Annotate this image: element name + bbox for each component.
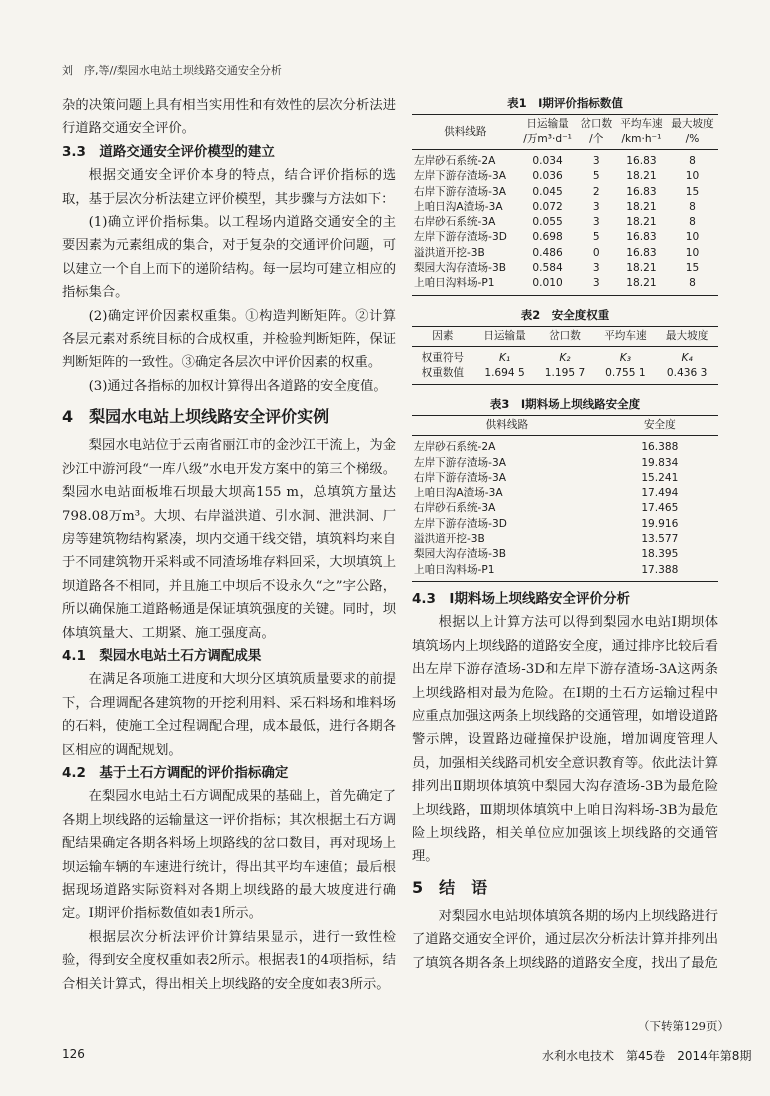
table-cell: 0.698 xyxy=(532,231,563,244)
page-number: 126 xyxy=(62,1047,85,1061)
table-cell: 溢洪道开挖-3B xyxy=(414,246,485,259)
table-row xyxy=(412,246,718,261)
table-cell: 3 xyxy=(592,155,600,167)
table-cell: 梨园大沟存渣场-3B xyxy=(414,548,506,561)
table-cell: 0.036 xyxy=(532,170,563,183)
table-header: 供料线路 xyxy=(485,419,529,432)
table-cell: 5 xyxy=(592,231,600,244)
table-row xyxy=(412,200,718,215)
table-cell: 3 xyxy=(592,200,600,213)
table-cell: 16.388 xyxy=(641,441,679,454)
table-cell: 上咱日沟A渣场-3A xyxy=(414,487,503,500)
table-cell: 19.834 xyxy=(641,456,679,469)
table-row xyxy=(412,486,718,501)
table-cell: 0.055 xyxy=(532,216,563,229)
table-cell: 10 xyxy=(685,170,700,183)
table-row xyxy=(412,185,718,200)
table-cell: 0.486 xyxy=(532,246,563,259)
table-cell: 8 xyxy=(689,277,696,290)
table-row xyxy=(412,471,718,486)
paragraph: 梨园水电站位于云南省丽江市的金沙江干流上，为金沙江中游河段“一库八级”水电开发方案中的第三个梯级。梨园水电站面板堆石坝最大坝高155 m，总填筑方量达798.08万m³。大坝、右岸溢洪道、引水洞、泄洪洞、厂房等建筑物结构紧凑，坝内交通干线交错，填筑料均来自于不同建筑物开采料或不同渣场堆存料回采，大坝填筑上坝道路各不相同，并且施工中坝后不设永久“之”字公路，所以确保施工道路畅通是保证填筑强度的关键。同时，坝体填筑量大、工期紧、施工强度高。 xyxy=(62,438,396,641)
table-cell: 16.83 xyxy=(626,155,657,167)
table-cell: 18.21 xyxy=(626,277,657,290)
table-cell: 2 xyxy=(592,185,600,198)
table-cell: 右岸下游存渣场-3A xyxy=(414,185,506,198)
table-cell: 溢洪道开挖-3B xyxy=(414,533,485,546)
table3-caption: 表3 Ⅰ期料场上坝线路安全度 xyxy=(489,397,641,412)
table-cell: 左岸下游存渣场-3A xyxy=(414,456,506,469)
paragraph: (1)确立评价指标集。以工程场内道路交通安全的主要因素为元素组成的集合，对于复杂的交通评价问题，可以建立一个自上而下的递阶结构。每一层均可建立相应的指标集合。 xyxy=(62,215,396,301)
table-cell: 梨园大沟存渣场-3B xyxy=(414,262,506,275)
table2 xyxy=(412,326,718,386)
table-cell: 18.21 xyxy=(626,262,657,275)
table-cell: 1.694 5 xyxy=(484,366,525,379)
right-column xyxy=(412,94,718,975)
table-header: 安全度 xyxy=(643,419,676,432)
table-cell: 0.010 xyxy=(532,277,563,290)
paragraph: 对梨园水电站坝体填筑各期的场内上坝线路进行了道路交通安全评价，通过层次分析法计算并排列出了填筑各期各条上坝线路的道路安全度，找出了最危 xyxy=(412,908,718,971)
table1-caption: 表1 Ⅰ期评价指标数值 xyxy=(507,96,623,110)
table2-caption: 表2 安全度权重 xyxy=(520,307,610,322)
table-cell: 18.395 xyxy=(641,548,679,561)
table-cell: 权重符号 xyxy=(421,351,465,364)
table-cell: 0.034 xyxy=(532,155,563,167)
section-heading-4-2: 4.2 基于土石方调配的评价指标确定 xyxy=(62,764,289,781)
table-cell: 18.21 xyxy=(626,170,657,183)
paragraph: 根据以上计算方法可以得到梨园水电站Ⅰ期坝体填筑场内上坝线路的道路安全度，通过排序比较后看出左岸下游存渣场-3D和左岸下游存渣场-3A这两条上坝线路相对最为危险。在Ⅰ期的土石方运输过程中应重点加强这两条上坝线路的交通管理，如增设道路警示牌，设置路边碰撞保护设施，增加调度管理人员，加强相关线路司机安全意识教育等。依此法计算排列出Ⅱ期坝体填筑中梨园大沟存渣场-3B为最危险上坝线路，Ⅲ期坝体填筑中上咱日沟料场-3B为最危险上坝线路，相关单位应加强该上坝线路的交通管理。 xyxy=(412,615,718,865)
table-cell: 上咱日沟A渣场-3A xyxy=(414,200,503,213)
section-heading-4: 4 梨园水电站上坝线路安全评价实例 xyxy=(62,407,330,427)
paragraph: (3)通过各指标的加权计算得出各道路的安全度值。 xyxy=(88,378,387,394)
table-header: 最大坡度 /% xyxy=(671,118,714,145)
table-row xyxy=(412,230,718,245)
table-row xyxy=(412,547,718,562)
table-header: 最大坡度 xyxy=(665,329,709,342)
table-cell: 8 xyxy=(689,155,696,167)
table-cell: 左岸砂石系统-2A xyxy=(414,441,496,454)
table-header: 日运输量 /万m³·d⁻¹ xyxy=(523,118,572,145)
table-cell: 15 xyxy=(685,185,700,198)
table-row xyxy=(412,150,718,170)
table1 xyxy=(412,114,718,296)
left-column xyxy=(62,94,396,996)
table-cell: 上咱日沟料场-P1 xyxy=(414,277,495,290)
continued-note: （下转第129页） xyxy=(638,1019,729,1033)
table-cell: 右岸砂石系统-3A xyxy=(414,502,496,515)
table-cell: 13.577 xyxy=(641,533,679,546)
table-cell: 3 xyxy=(592,277,600,290)
table-cell: 0.755 1 xyxy=(605,366,646,379)
table-cell: 右岸砂石系统-3A xyxy=(414,216,496,229)
table-cell: 3 xyxy=(592,262,600,275)
table-cell: 17.494 xyxy=(641,487,679,500)
table-row xyxy=(412,276,718,295)
table-cell: 19.916 xyxy=(641,517,679,530)
table-cell: 18.21 xyxy=(626,216,657,229)
section-heading-4-3: 4.3 Ⅰ期料场上坝线路安全评价分析 xyxy=(412,590,630,607)
table-row xyxy=(412,517,718,532)
table-cell: 左岸下游存渣场-3D xyxy=(414,231,507,244)
table-header: 岔口数 /个 xyxy=(580,118,613,145)
table-cell: 0.072 xyxy=(532,200,563,213)
table-cell: 15 xyxy=(685,262,700,275)
table-cell: 16.83 xyxy=(626,246,657,259)
paragraph: 在满足各项施工进度和大坝分区填筑质量要求的前提下，合理调配各建筑物的开挖利用料、采石料场和堆料场的石料，使施工全过程调配合理，成本最低，进行各期各区相应的调配规划。 xyxy=(62,672,396,758)
paragraph: 在梨园水电站土石方调配成果的基础上，首先确定了各期上坝线路的运输量这一评价指标；其次根据土石方调配结果确定各期各料场上坝路线的岔口数目，再对现场上坝运输车辆的车速进行统计，得出其平均车速值；最后根据现场道路实际资料对各期上坝线路的最大坡度进行确定。Ⅰ期评价指标数值如表1所示。 xyxy=(62,789,396,922)
table-cell: K₁ xyxy=(498,351,511,364)
section-heading-5: 5 结 语 xyxy=(412,877,488,897)
table-row xyxy=(412,532,718,547)
table-header: 岔口数 xyxy=(549,329,581,342)
table-cell: 左岸下游存渣场-3D xyxy=(414,517,507,530)
table-header: 供料线路 xyxy=(444,125,487,138)
running-head: 刘 序,等//梨园水电站土坝线路交通安全分析 xyxy=(62,64,282,77)
table-cell: 8 xyxy=(689,200,696,213)
table-cell: 16.83 xyxy=(626,185,657,198)
paragraph: 根据交通安全评价本身的特点，结合评价指标的选取，基于层次分析法建立评价模型，其步骤与方法如下： xyxy=(62,168,396,207)
section-heading-4-1: 4.1 梨园水电站土石方调配成果 xyxy=(62,647,262,664)
table-cell: 权重数值 xyxy=(421,366,465,379)
table-cell: 右岸下游存渣场-3A xyxy=(414,471,506,484)
table-cell: 10 xyxy=(685,246,700,259)
table-cell: 17.388 xyxy=(641,563,679,576)
table-cell: 0 xyxy=(592,246,600,259)
table-cell: K₃ xyxy=(619,351,631,364)
table-cell: 0.584 xyxy=(532,262,563,275)
table-header: 日运输量 xyxy=(483,329,526,342)
paragraph: (2)确定评价因素权重集。①构造判断矩阵。②计算各层元素对系统目标的合成权重，并检验判断矩阵，保证判断矩阵的一致性。③确定各层次中评价因素的权重。 xyxy=(62,308,396,371)
table-cell: 10 xyxy=(685,231,700,244)
table-cell: 上咱日沟料场-P1 xyxy=(414,563,495,576)
table-cell: 18.21 xyxy=(626,200,657,213)
table-cell: 左岸砂石系统-2A xyxy=(414,155,496,167)
table-cell: 16.83 xyxy=(626,231,657,244)
table-header: 平均车速 xyxy=(604,329,647,342)
table-cell: 5 xyxy=(592,170,600,183)
table-row xyxy=(412,436,718,456)
section-heading-3-3: 3.3 道路交通安全评价模型的建立 xyxy=(62,143,275,160)
table-row xyxy=(412,366,718,385)
table-row xyxy=(412,346,718,366)
table3 xyxy=(412,415,718,582)
table-cell: K₂ xyxy=(559,351,571,364)
table-cell: 0.045 xyxy=(532,185,563,198)
table-header: 平均车速 /km·h⁻¹ xyxy=(620,118,663,145)
paragraph: 杂的决策问题上具有相当实用性和有效性的层次分析法进行道路交通安全评价。 xyxy=(62,98,396,137)
table-cell: 17.465 xyxy=(641,502,679,515)
table-cell: 8 xyxy=(689,216,696,229)
table-cell: 0.436 3 xyxy=(666,366,708,379)
table-cell: 左岸下游存渣场-3A xyxy=(414,170,506,183)
table-header: 因素 xyxy=(432,329,454,342)
table-row xyxy=(412,215,718,230)
table-cell: 3 xyxy=(592,216,600,229)
table-row xyxy=(412,456,718,471)
table-cell: K₄ xyxy=(681,351,693,364)
table-row xyxy=(412,501,718,516)
table-cell: 15.241 xyxy=(641,471,679,484)
table-row xyxy=(412,261,718,276)
journal-footer: 水利水电技术 第45卷 2014年第8期 xyxy=(542,1049,752,1063)
table-row xyxy=(412,563,718,582)
table-cell: 1.195 7 xyxy=(544,366,586,379)
table-row xyxy=(412,169,718,184)
paragraph: 根据层次分析法评价计算结果显示，进行一致性检验，得到安全度权重如表2所示。根据表1的4项指标，结合相关计算式，得出相关上坝线路的安全度如表3所示。 xyxy=(62,929,396,992)
